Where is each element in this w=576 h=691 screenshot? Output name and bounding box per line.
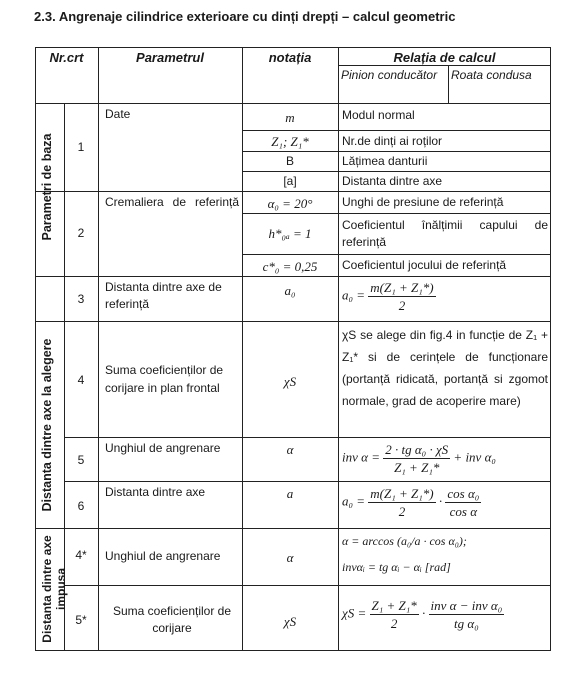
- rel-coef-inaltime: Coeficientul înălțimii capului de referință: [342, 218, 548, 249]
- row-nr: 3: [77, 292, 85, 306]
- group-label-chosen: Distanta dintre axe la alegere: [40, 338, 54, 512]
- header-bottom-line: [35, 103, 551, 104]
- numerator: Z₁ + Z₁*: [371, 598, 417, 613]
- numerator: m(Z₁ + Z₁*): [370, 486, 434, 501]
- rel-nr-dinti: Nr.de dinți ai roților: [342, 134, 443, 148]
- numerator: 2 · tg α₀ · χS: [385, 442, 449, 457]
- numerator: cos α₀: [447, 486, 480, 501]
- row-line: [242, 171, 551, 172]
- denominator: 2: [390, 616, 398, 631]
- param-unghi-angrenare: Unghiul de angrenare: [105, 441, 221, 455]
- header-notation: notația: [268, 50, 312, 65]
- denominator: tg α₀: [454, 616, 479, 631]
- page-title: 2.3. Angrenaje cilindrice exterioare cu dinți drepți – calcul geometric: [34, 9, 456, 24]
- formula-dot: ·: [438, 493, 443, 509]
- notation-alpha-2: α: [286, 550, 294, 565]
- row-nr: 5: [77, 453, 85, 467]
- rel-modul: Modul normal: [342, 108, 415, 122]
- table-border-left: [35, 47, 36, 651]
- formula-lhs: a₀ =: [342, 287, 366, 303]
- row-line: [64, 481, 551, 482]
- group-label-imposed: Distanta dintre axe impusa: [40, 535, 68, 643]
- param-distanta-ref: Distanta dintre axe de referință: [105, 280, 222, 311]
- row-nr: 4: [77, 373, 85, 387]
- fraction: [368, 485, 435, 520]
- fraction: [429, 597, 505, 632]
- header-nr: Nr.crt: [49, 50, 84, 65]
- rel-distanta: Distanta dintre axe: [342, 174, 443, 188]
- rel-unghi-presiune: Unghi de presiune de referință: [342, 195, 504, 209]
- formula-rhs: + inv α₀: [453, 449, 496, 465]
- table-border-top: [35, 47, 551, 48]
- numerator: inv α − inv α₀: [430, 598, 503, 613]
- subheader-pinion: Pinion conducător: [341, 68, 438, 82]
- formula-chi: [342, 597, 548, 632]
- notation-c0: c*₀ = 0,25: [262, 259, 318, 274]
- param-date: Date: [105, 107, 131, 121]
- notation-chi-2: χS: [283, 614, 297, 629]
- row-nr: 1: [77, 140, 85, 154]
- rel-chi-text: χS se alege din fig.4 in funcție de Z₁ + Z₁* si de cerințele de funcționare (portanță ridicată, portanță si zgomot normale, grad de acoperire mare): [342, 328, 548, 408]
- formula-lhs: a₀ =: [342, 493, 366, 509]
- header-param: Parametrul: [136, 50, 204, 65]
- row-line: [242, 213, 551, 214]
- formula-arccos: α = arccos (a₀/a · cos α₀);: [342, 534, 467, 548]
- row-line: [242, 130, 551, 131]
- denominator: 2: [398, 504, 406, 519]
- row-nr: 4*: [75, 548, 87, 562]
- notation-alpha0: α₀ = 20°: [267, 196, 313, 211]
- table-border-bottom: [35, 650, 551, 651]
- table-border-right: [550, 47, 551, 651]
- numerator: m(Z₁ + Z₁*): [370, 280, 434, 295]
- fraction: [445, 485, 481, 520]
- formula-lhs: χS =: [342, 605, 367, 621]
- notation-alpha: α: [286, 442, 294, 457]
- formula-inv-alpha: [342, 441, 548, 476]
- formula-a0: [342, 279, 548, 314]
- fraction: [383, 441, 450, 476]
- param-distanta: Distanta dintre axe: [105, 485, 206, 499]
- col-line: [98, 47, 99, 651]
- row-nr: 6: [77, 499, 85, 513]
- row-line: [64, 437, 551, 438]
- row-line: [242, 151, 551, 152]
- notation-a-small: a: [286, 486, 294, 501]
- param-unghi-angrenare-2: Unghiul de angrenare: [105, 549, 221, 563]
- notation-b: B: [285, 154, 294, 168]
- col-line: [448, 65, 449, 103]
- notation-z: Z₁; Z₁*: [271, 134, 309, 149]
- formula-inv-alpha-i: invαᵢ = tg αᵢ − αᵢ [rad]: [342, 560, 451, 574]
- notation-chi: χS: [283, 374, 297, 389]
- param-suma-coef-2: Suma coeficienților de corijare: [112, 604, 232, 635]
- row-line: [35, 321, 551, 322]
- geometry-table: [35, 47, 551, 651]
- rel-latime: Lățimea danturii: [342, 154, 428, 168]
- formula-lhs: inv α =: [342, 449, 380, 465]
- row-nr: 5*: [75, 613, 87, 627]
- row-nr: 2: [77, 226, 85, 240]
- denominator: 2: [398, 298, 406, 313]
- fraction: [370, 597, 419, 632]
- header-relation: Relația de calcul: [393, 50, 496, 65]
- subheader-roata: Roata condusa: [451, 68, 532, 82]
- rel-coef-joc: Coeficientul jocului de referință: [342, 258, 507, 272]
- notation-h0a: h*₀ₐ = 1: [268, 226, 312, 241]
- param-suma-coef: Suma coeficienților de corijare in plan frontal: [105, 363, 224, 395]
- col-line: [338, 47, 339, 651]
- notation-a: [a]: [283, 174, 297, 188]
- denominator: Z₁ + Z₁*: [394, 460, 440, 475]
- formula-a: [342, 485, 548, 520]
- row-line: [242, 254, 551, 255]
- notation-a0: a₀: [284, 283, 296, 298]
- row-line: [35, 276, 551, 277]
- notation-m: m: [285, 110, 295, 125]
- row-line: [35, 528, 551, 529]
- fraction: [368, 279, 435, 314]
- row-line: [35, 191, 551, 192]
- formula-dot: ·: [422, 605, 426, 621]
- row-line: [64, 585, 551, 586]
- denominator: cos α: [449, 504, 478, 519]
- param-cremaliera: Cremaliera de referință: [105, 195, 239, 209]
- group-label-basic: Parametri de baza: [40, 133, 54, 241]
